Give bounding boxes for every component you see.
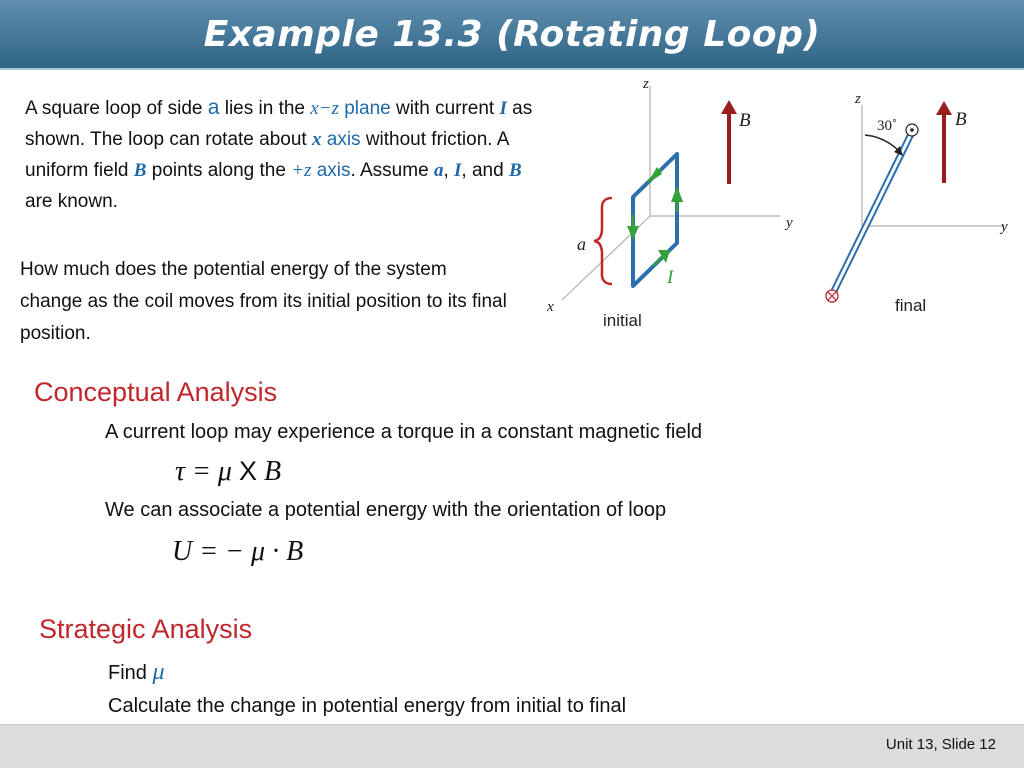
angle-arc [865,135,899,151]
side-brace [594,198,612,284]
torque-equation [175,456,281,488]
current-arrow-left-head [627,226,639,240]
current-arrow-right-head [671,186,683,202]
find-word: Find [108,662,147,684]
title-bar [0,0,1024,70]
cross-operator: X [238,456,257,486]
torque-equation-lhs: τ = μ [175,456,232,487]
tilted-loop-inner [833,132,912,293]
current-variable: I [499,98,507,119]
find-line [108,659,165,686]
field-arrow-head [721,100,737,114]
assume-b: B [508,160,522,181]
side-label: a [577,234,586,254]
field-variable: B [133,160,147,181]
z-axis-label: z [855,91,861,107]
problem-text: are known. [25,191,118,212]
conceptual-line-2: We can associate a potential energy with the orientation of loop [105,499,667,521]
problem-text: lies in the [224,98,305,119]
slide-number: Unit 13, Slide 12 [885,736,996,753]
current-out-dot [910,128,914,132]
problem-text: without friction. A uniform field [25,129,509,181]
plane-variable: x−z [310,98,339,119]
y-axis-label: y [786,215,793,231]
x-axis-label: x [547,299,554,315]
direction-variable: +z [291,160,312,181]
final-caption: final [895,296,927,315]
strategic-heading: Strategic Analysis [39,614,253,644]
final-loop-diagram [815,85,1024,325]
problem-text: A square loop of side [25,98,203,119]
strategic-line-2: Calculate the change in potential energy from initial to final [108,695,627,717]
z-axis-label: z [643,76,649,92]
problem-text: with current [396,98,495,119]
angle-label: 30˚ [877,118,897,134]
question-text: How much does the potential energy of the system change as the coil moves from its initial position to its final position. [20,259,507,344]
torque-equation-rhs: B [264,456,282,487]
footer-bar [0,724,1024,768]
find-variable: μ [152,659,165,685]
axis-variable: x [311,129,322,150]
side-variable: a [207,96,220,119]
current-label: I [667,267,674,288]
field-label: B [739,110,751,131]
initial-loop-diagram [540,70,820,340]
problem-statement [25,92,535,217]
y-axis-label: y [1001,219,1008,235]
plane-word: plane [344,98,391,119]
axis-word: axis [326,129,361,150]
slide-title: Example 13.3 (Rotating Loop) [203,13,821,55]
problem-text: , [443,160,449,181]
initial-caption: initial [603,311,642,330]
field-arrow-head [936,101,952,115]
problem-text: , and [461,160,504,181]
problem-text: as shown. The loop can rotate about [25,98,533,150]
assume-a: a [433,160,444,181]
assume-i: I [454,160,462,181]
energy-equation: U = − μ · B [172,536,304,567]
field-label: B [955,109,967,130]
conceptual-heading: Conceptual Analysis [34,377,278,407]
conceptual-line-1: A current loop may experience a torque in a constant magnetic field [105,421,703,443]
problem-text: points along the [151,160,286,181]
problem-text: . Assume [350,160,429,181]
direction-word: axis [316,160,351,181]
